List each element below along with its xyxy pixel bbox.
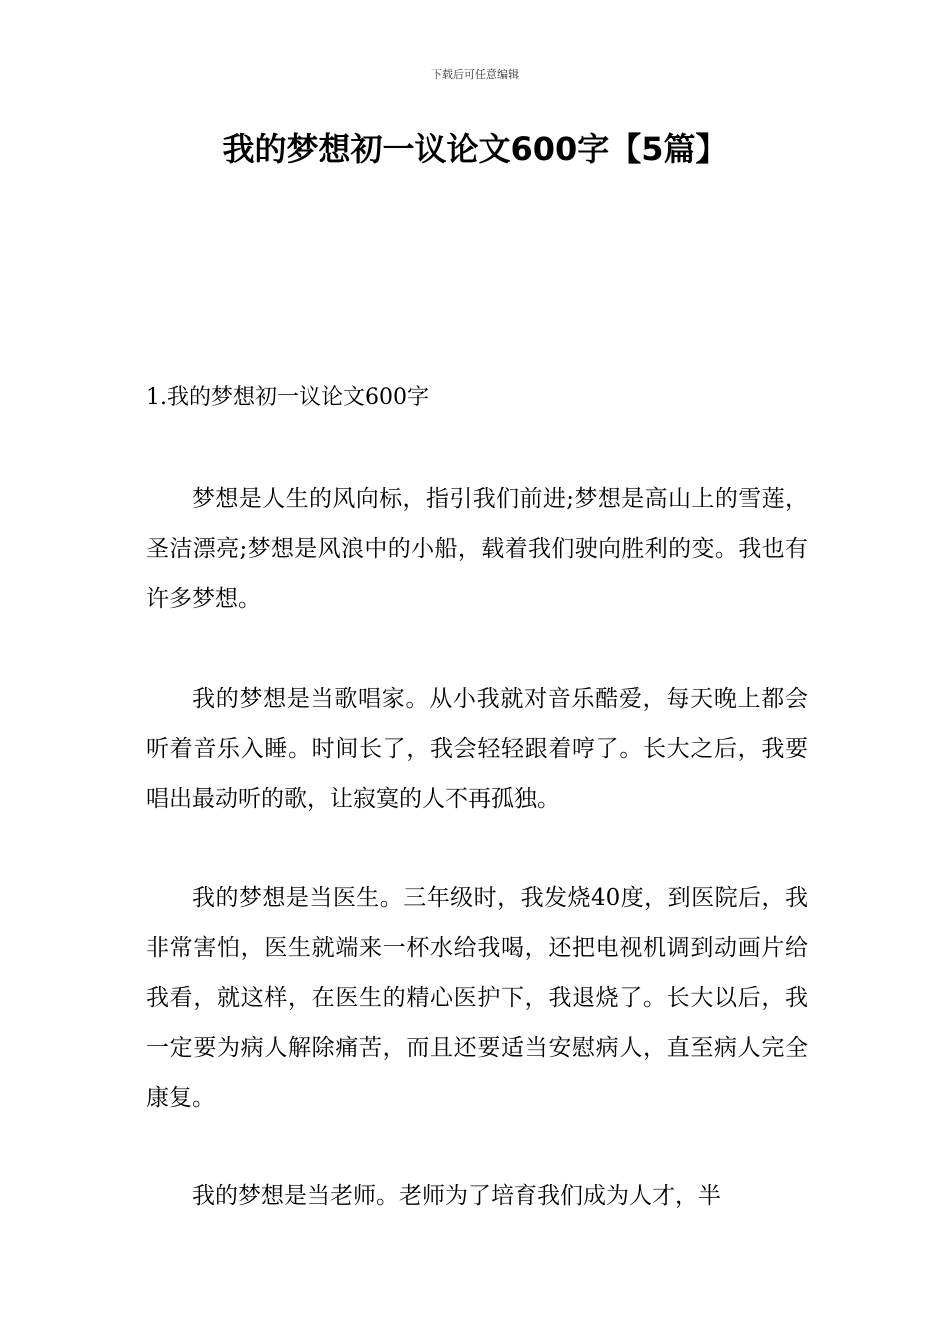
body-paragraph: 我的梦想是当医生。三年级时，我发烧40度，到医院后，我非常害怕，医生就端来一杯水给我喝，还把电视机调到动画片给我看，就这样，在医生的精心医护下，我退烧了。长大以后，我一定要为病人解除痛苦，而且还要适当安慰病人，直至病人完全康复。 xyxy=(146,885,808,1111)
header-note: 下载后可任意编辑 xyxy=(431,68,519,81)
document-title: 我的梦想初一议论文600字【5篇】 xyxy=(222,130,728,168)
body-paragraph: 我的梦想是当老师。老师为了培育我们成为人才，半 xyxy=(192,1183,721,1209)
body-paragraph: 我的梦想是当歌唱家。从小我就对音乐酷爱，每天晚上都会听着音乐入睡。时间长了，我会轻轻跟着哼了。长大之后，我要唱出最动听的歌，让寂寞的人不再孤独。 xyxy=(146,686,808,812)
section-heading: 1.我的梦想初一议论文600字 xyxy=(146,385,429,410)
body-paragraph: 梦想是人生的风向标，指引我们前进;梦想是高山上的雪莲，圣洁漂亮;梦想是风浪中的小船，载着我们驶向胜利的变。我也有许多梦想。 xyxy=(146,486,808,612)
